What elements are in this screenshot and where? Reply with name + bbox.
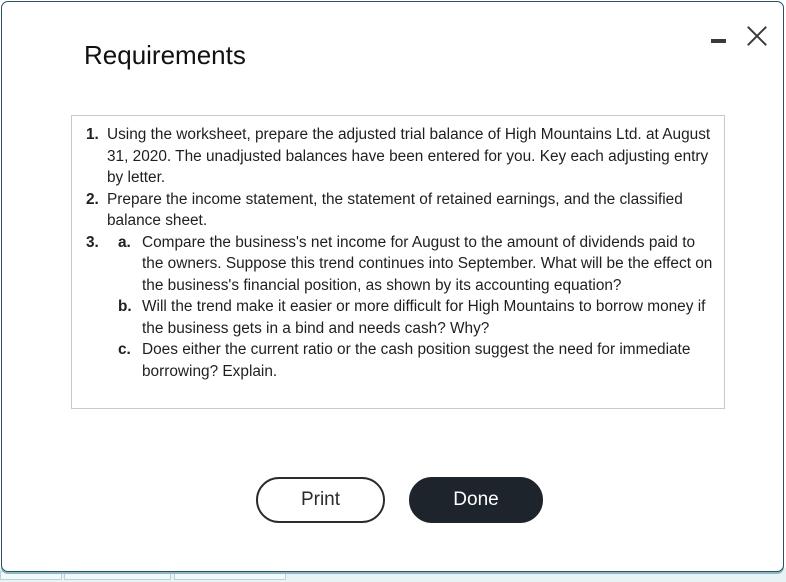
requirement-3-subitems bbox=[118, 232, 714, 383]
background-segment bbox=[0, 571, 62, 580]
requirement-number: 3. bbox=[86, 233, 99, 251]
requirement-1 bbox=[86, 124, 714, 189]
subitem-letter: a. bbox=[118, 233, 131, 251]
background-segment bbox=[174, 571, 286, 580]
subitem-text: Does either the current ratio or the cash position suggest the need for immediate borrowing? Explain. bbox=[142, 341, 691, 380]
subitem-letter: c. bbox=[118, 341, 131, 358]
minimize-icon[interactable] bbox=[709, 23, 727, 47]
requirement-3c bbox=[118, 339, 714, 382]
requirement-3 bbox=[86, 232, 714, 383]
requirement-number: 2. bbox=[86, 190, 99, 208]
requirement-text: Using the worksheet, prepare the adjusted trial balance of High Mountains Ltd. at August 31, 2020. The unadjusted balances have been entered for you. Key each adjusting entry by letter. bbox=[107, 126, 711, 186]
requirement-text: Prepare the income statement, the statement of retained earnings, and the classified balance sheet. bbox=[107, 190, 683, 229]
requirement-number: 1. bbox=[86, 126, 99, 143]
background-segment bbox=[64, 571, 171, 580]
print-button[interactable]: Print bbox=[256, 477, 385, 523]
subitem-letter: b. bbox=[118, 298, 132, 315]
requirements-dialog bbox=[1, 1, 784, 572]
window-controls bbox=[709, 20, 769, 50]
requirement-2 bbox=[86, 189, 714, 232]
done-button[interactable]: Done bbox=[409, 477, 543, 523]
subitem-text: Compare the business's net income for August to the amount of dividends paid to the owners. Suppose this trend continues into September. What will be the effect on the business's financial position, as shown by its accounting equation? bbox=[142, 233, 713, 294]
close-icon[interactable] bbox=[745, 23, 769, 47]
requirement-3a bbox=[118, 232, 714, 297]
requirements-box bbox=[71, 115, 725, 409]
subitem-text: Will the trend make it easier or more difficult for High Mountains to borrow money if the business gets in a bind and needs cash? Why? bbox=[142, 298, 706, 337]
requirement-3b bbox=[118, 296, 714, 339]
dialog-title: Requirements bbox=[84, 40, 246, 70]
